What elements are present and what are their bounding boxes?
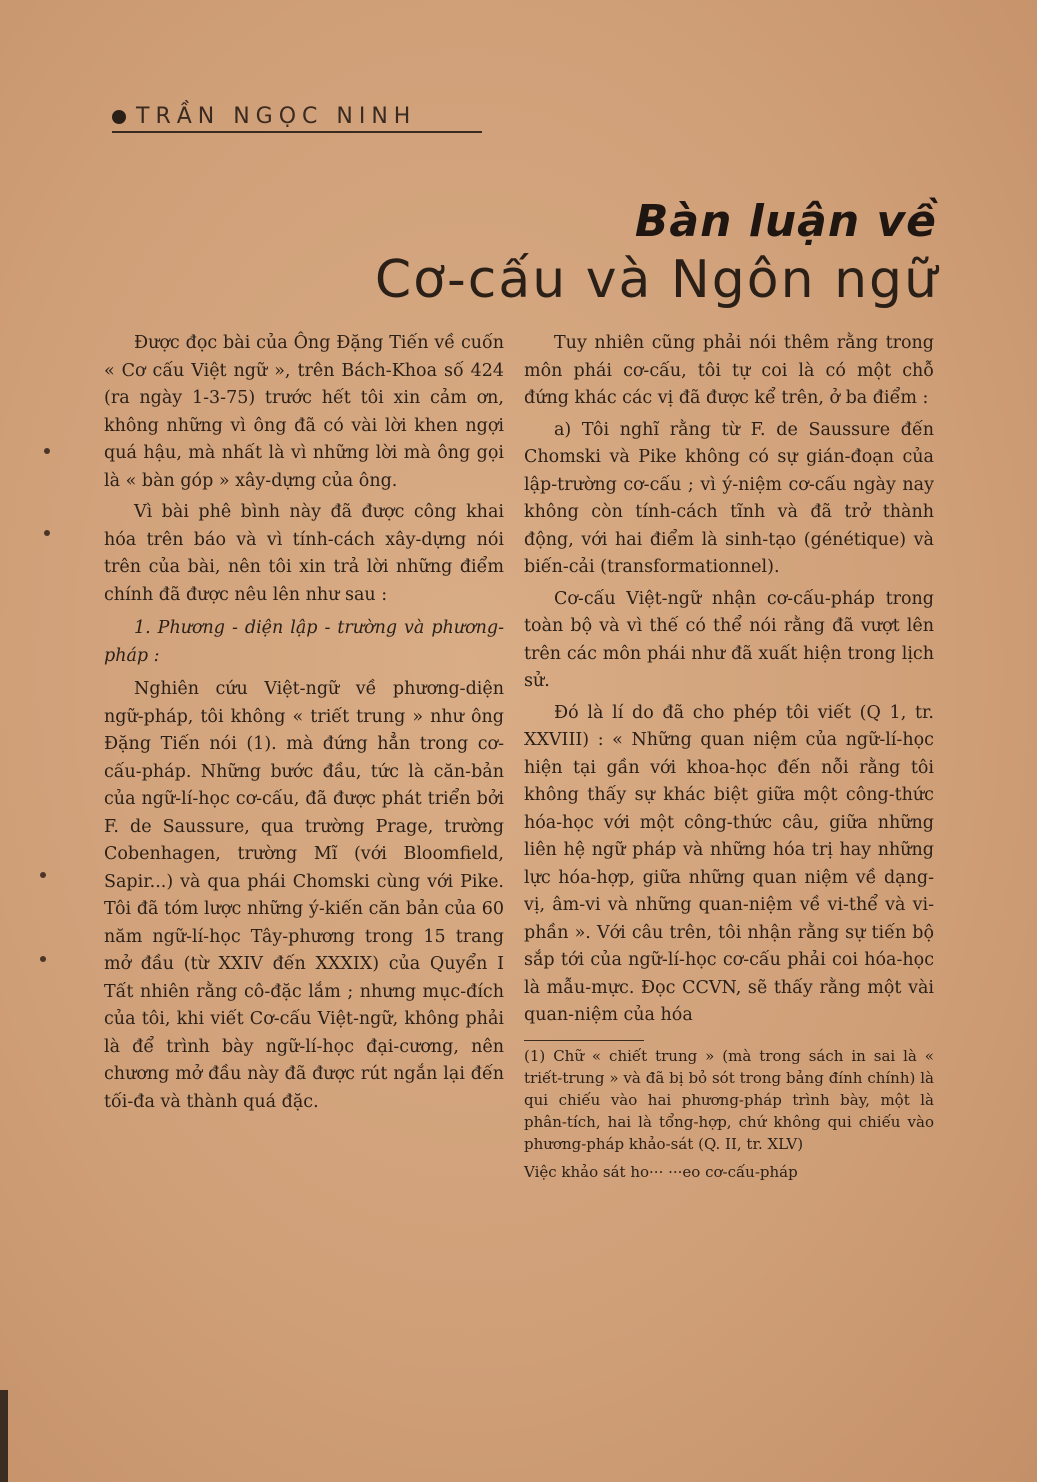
paragraph: Vì bài phê bình này đã được công khai hóa trên báo và vì tính-cách xây-dựng nói trên của bài, nên tôi xin trả lời những điểm chính đã được nêu lên như sau : [104,502,504,605]
paragraph: Cơ-cấu Việt-ngữ nhận cơ-cấu-pháp trong toàn bộ và vì thế có thể nói rằng đã vượt lên trên các môn phái như đã xuất hiện trong lịch sử. [524,588,934,691]
author-name: TRẦN NGỌC NINH [136,104,417,129]
right-column [524,330,934,1190]
article-title-line1: Bàn luận về [634,196,937,247]
margin-mark [44,530,50,536]
page-edge-shadow [0,1390,8,1482]
left-column [104,330,504,1120]
margin-mark [44,448,50,454]
paragraph: Đó là lí do đã cho phép tôi viết (Q 1, tr. XXVIII) : « Những quan niệm của ngữ-lí-học hiện tại gần với khoa-học đến nỗi rằng tôi không thấy sự khác biệt giữa một công-thức hóa-học với một công-thức câu, giữa những liên hệ ngữ pháp và những hóa trị hay những lực hóa-hợp, giữa những quan niệm về dạng-vị, âm-vi và những quan-niệm về vi-thể và vi-phần ». Với câu trên, tôi nhận rằng sự tiến bộ sắp tới của ngữ-lí-học cơ-cấu phải coi hóa-học là mẫu-mực. Đọc CCVN, sẽ thấy rằng một vài quan-niệm của hóa [524,702,934,1025]
margin-mark [40,872,46,878]
article-title-line2: Cơ-cấu và Ngôn ngữ [374,250,939,310]
section-heading: 1. Phương - diện lập - trường và phương-pháp : [104,618,504,666]
paragraph: Nghiên cứu Việt-ngữ về phương-diện ngữ-pháp, tôi không « triết trung » như ông Đặng Tiến nói (1). mà đứng hẳn trong cơ-cấu-pháp. Những bước đầu, tức là căn-bản của ngữ-lí-học cơ-cấu, đã được phát triển bởi F. de Saussure, qua trường Prage, trường Cobenhagen, trường Mĩ (với Bloomfield, Sapir...) và qua phái Chomski cùng với Pike. Tôi đã tóm lược những ý-kiến căn bản của 60 năm ngữ-lí-học Tây-phương trong 15 trang mở đầu (từ XXIV đến XXXIX) của Quyển I Tất nhiên rằng cô-đặc lắm ; nhưng mục-đích của tôi, khi viết Cơ-cấu Việt-ngữ, không phải là để trình bày ngữ-lí-học đại-cương, nên chương mở đầu này đã được rút ngắn lại đến tối-đa và thành quá đặc. [104,679,504,1112]
footnote: (1) Chữ « chiết trung » (mà trong sách in sai là « triết-trung » và đã bị bỏ sót trong bảng đính chính) là qui chiếu vào hai phương-pháp trình bày, một là phân-tích, hai là tổng-hợp, chứ không qui chiếu vào phương-pháp khảo-sát (Q. II, tr. XLV) [524,1046,934,1153]
paragraph: Tuy nhiên cũng phải nói thêm rằng trong môn phái cơ-cấu, tôi tự coi là có một chỗ đứng khác các vị đã được kể trên, ở ba điểm : [524,333,934,408]
margin-mark [40,956,46,962]
bullet-icon [112,110,126,124]
continued-text: Việc khảo sát ho··· ···eo cơ-cấu-pháp [524,1162,798,1181]
footnote-divider [524,1040,644,1041]
paragraph: Được đọc bài của Ông Đặng Tiến về cuốn « Cơ cấu Việt ngữ », trên Bách-Khoa số 424 (ra ngày 1-3-75) trước hết tôi xin cảm ơn, không những vì ông đã có vài lời khen ngợi quá hậu, mà nhất là vì những lời mà ông gọi là « bàn góp » xây-dựng của ông. [104,333,504,491]
byline [112,104,482,133]
paragraph: a) Tôi nghĩ rằng từ F. de Saussure đến Chomski và Pike không có sự gián-đoạn của lập-trường cơ-cấu ; vì ý-niệm cơ-cấu ngày nay không còn tính-cách tĩnh và đã trở thành động, với hai điểm là sinh-tạo (génétique) và biến-cải (transformationnel). [524,419,934,577]
